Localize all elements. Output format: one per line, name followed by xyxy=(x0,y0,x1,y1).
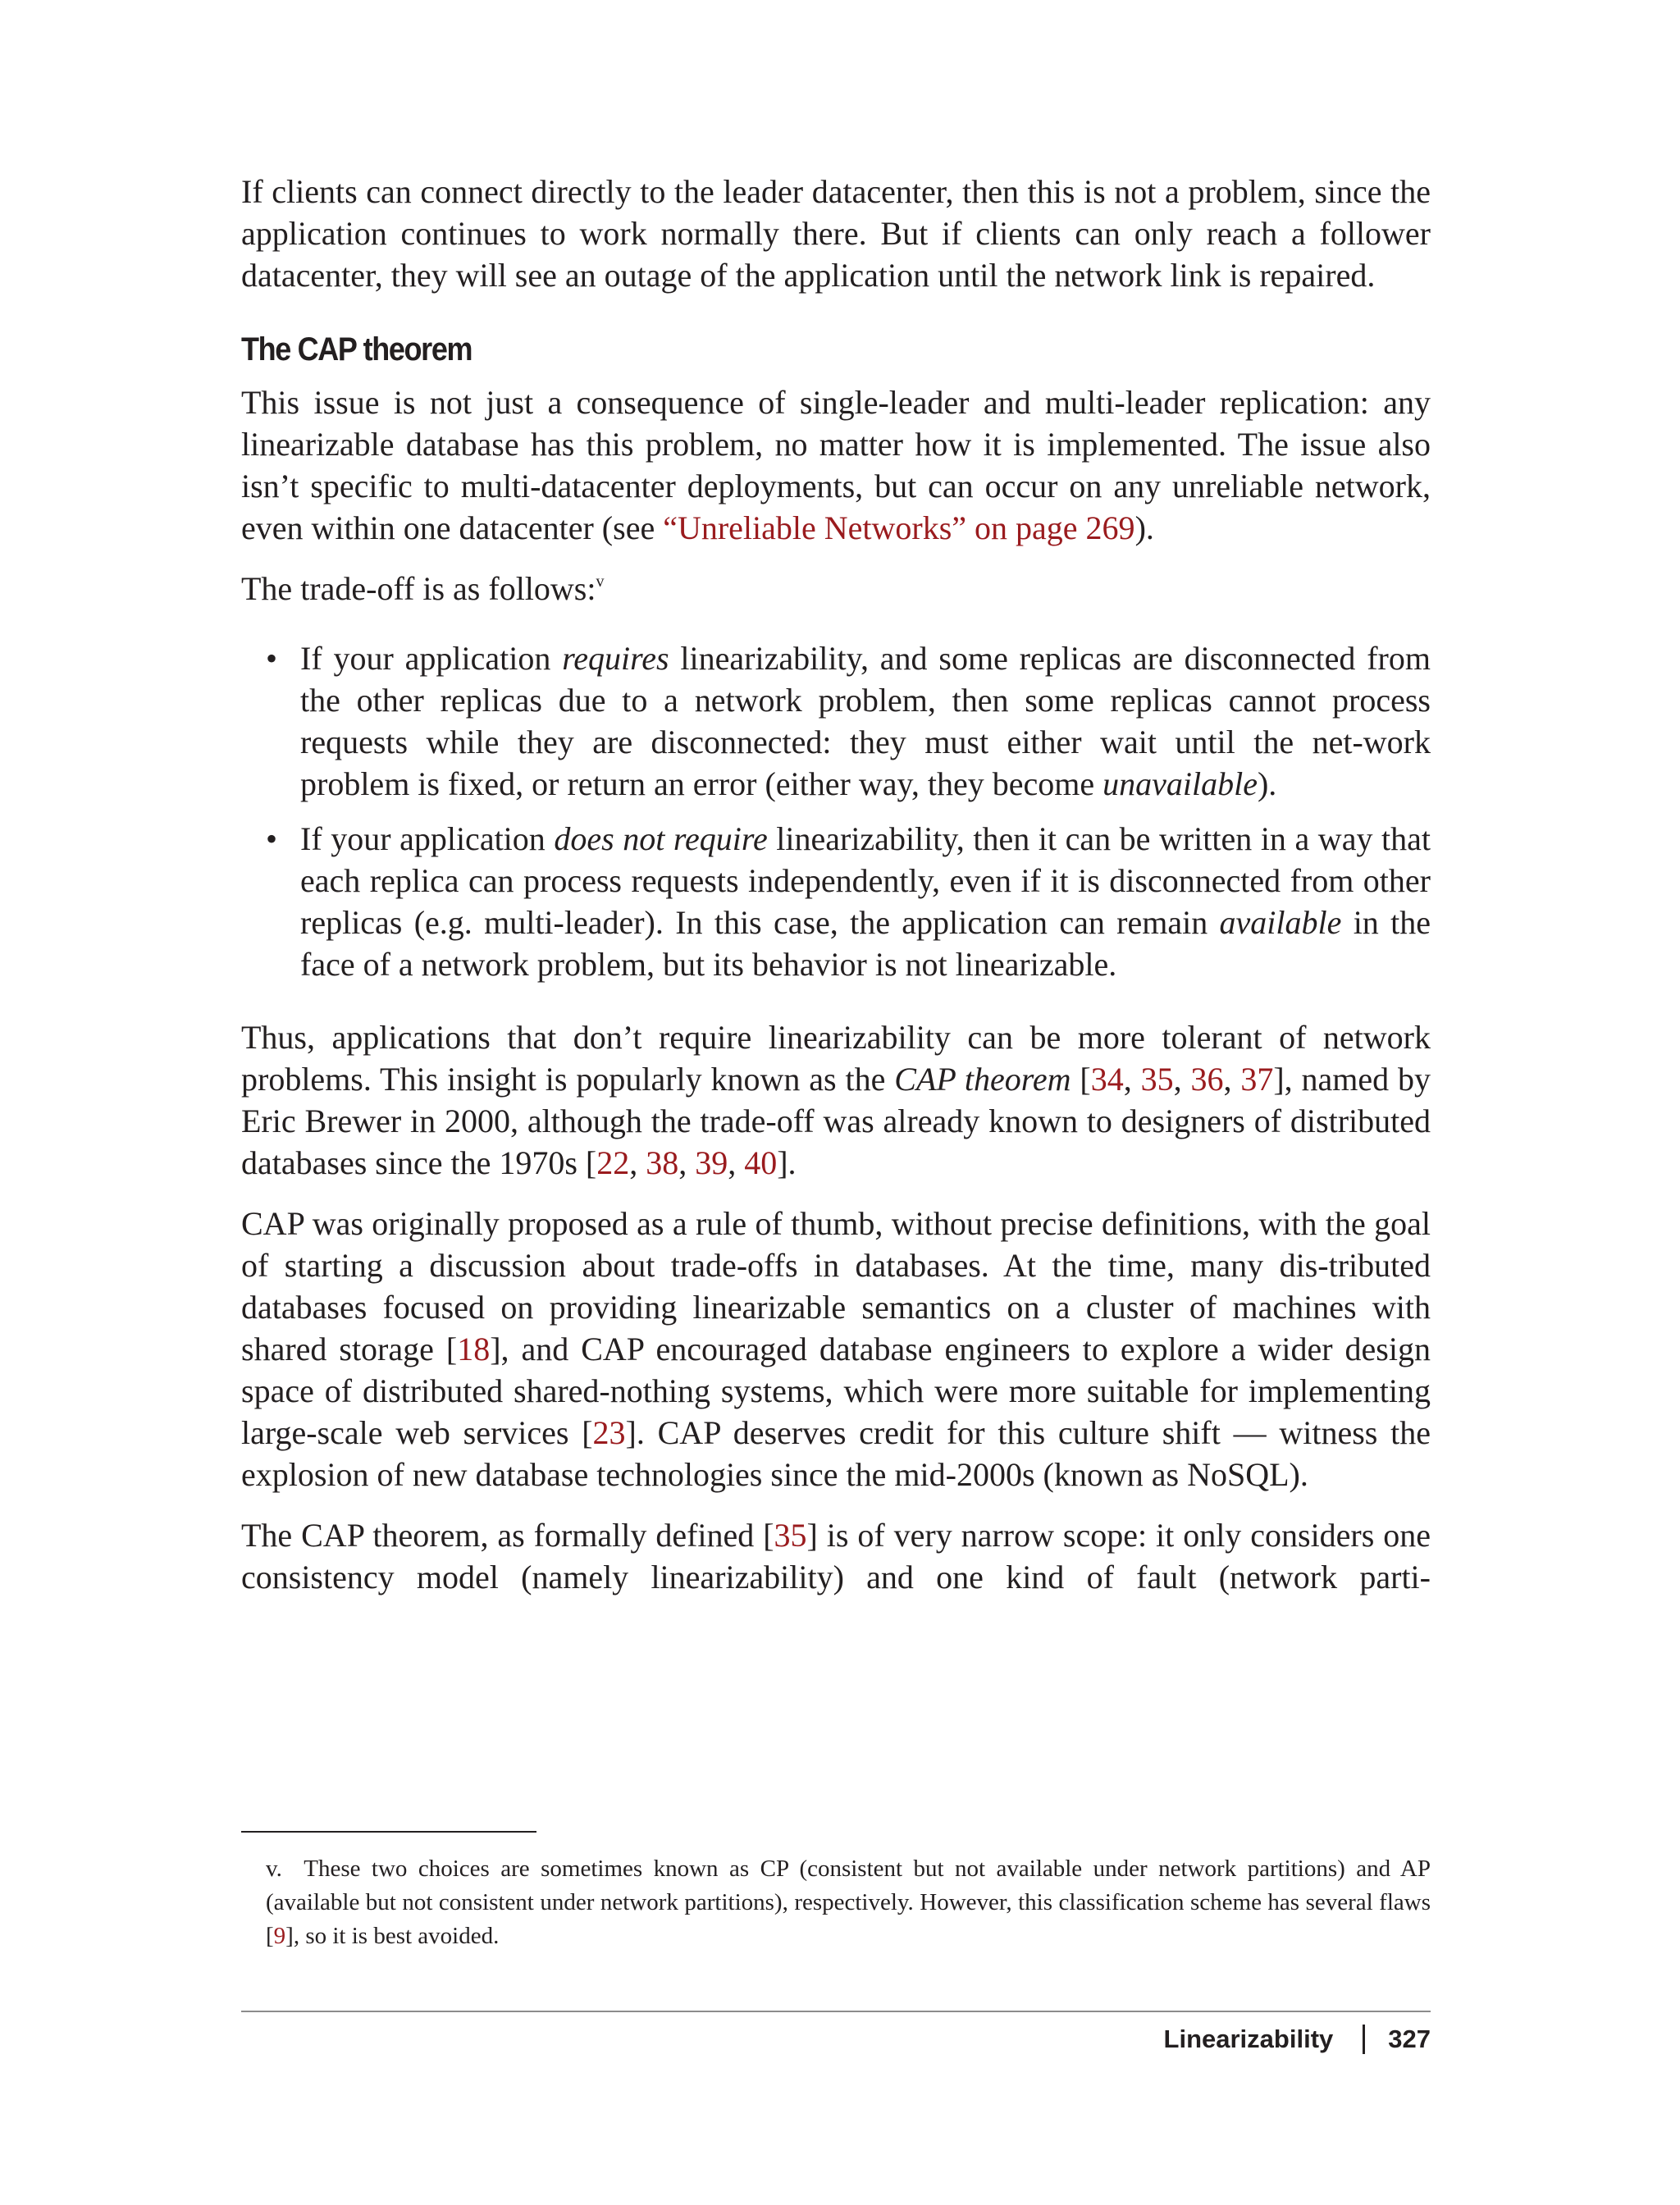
paragraph-trade-off-intro xyxy=(241,568,1431,609)
text: These two choices are sometimes known as CP (consistent but not available under network partitions) and AP (available but not consistent under network partitions), respectively. However, this classification scheme has several flaws [ xyxy=(266,1856,1431,1949)
text: ] is of very narrow scope: it only considers one consistency model (namely linearizability) and one kind of fault (network parti- xyxy=(241,1517,1431,1596)
citation-link[interactable]: 36 xyxy=(1190,1061,1224,1098)
list-item xyxy=(241,818,1431,985)
citation-link[interactable]: 40 xyxy=(744,1144,778,1181)
paragraph-linearizable-issue xyxy=(241,381,1431,549)
footnote-divider xyxy=(241,1831,536,1833)
citation-link[interactable]: 37 xyxy=(1240,1061,1274,1098)
citation-link[interactable]: 39 xyxy=(695,1144,728,1181)
text: ], and CAP encouraged database engineers to explore a wider design space of distributed shared-nothing systems, which were more suitable for implementing large-scale web services [ xyxy=(241,1331,1431,1451)
emphasis: available xyxy=(1219,904,1342,941)
emphasis: does not require xyxy=(554,820,768,857)
text: ], named by Eric Brewer in 2000, although the trade-off was already known to designers of distributed databases since the 1970s [ xyxy=(241,1061,1431,1181)
page-number: 327 xyxy=(1388,2025,1431,2053)
text: [ xyxy=(1071,1061,1091,1098)
text: , xyxy=(1173,1061,1191,1098)
text: , xyxy=(1123,1061,1141,1098)
paragraph-cap-origin xyxy=(241,1203,1431,1495)
citation-link[interactable]: 23 xyxy=(592,1414,626,1451)
citation-link[interactable]: 18 xyxy=(457,1331,491,1367)
citation-link[interactable]: 38 xyxy=(646,1144,679,1181)
text: ]. CAP deserves credit for this culture shift — witness the explosion of new database technologies since the mid-2000s (known as NoSQL). xyxy=(241,1414,1431,1493)
citation-link[interactable]: 34 xyxy=(1090,1061,1124,1098)
paragraph-cap-scope xyxy=(241,1514,1431,1598)
paragraph-leader-datacenter: If clients can connect directly to the leader datacenter, then this is not a problem, since the application continues to work normally there. But if clients can only reach a follower datacenter, they will see an outage of the application until the network link is repaired. xyxy=(241,173,1431,294)
citation-link[interactable]: 35 xyxy=(1140,1061,1174,1098)
text: , xyxy=(678,1144,696,1181)
chapter-title: Linearizability xyxy=(1163,2025,1334,2053)
text: CAP was originally proposed as a rule of thumb, without precise definitions, with the goal of starting a discussion about trade-offs in databases. At the time, many dis-tributed databases focused on providing linearizable semantics on a cluster of machines with shared storage [ xyxy=(241,1205,1431,1367)
text: If your application xyxy=(300,640,563,677)
footnote-marker-link[interactable]: v xyxy=(596,573,605,591)
text: ]. xyxy=(777,1144,797,1181)
text: , xyxy=(728,1144,745,1181)
citation-link[interactable]: 9 xyxy=(273,1923,286,1949)
text: Thus, applications that don’t require linearizability can be more tolerant of network problems. This insight is popularly known as the xyxy=(241,1019,1431,1098)
text: ], so it is best avoided. xyxy=(285,1923,500,1949)
bullet-icon: • xyxy=(266,640,278,677)
footer-separator xyxy=(1363,2025,1365,2054)
section-heading: The CAP theorem xyxy=(241,331,472,368)
text: in the face of a network problem, but its behavior is not linearizable. xyxy=(300,904,1431,983)
emphasis: CAP theorem xyxy=(894,1061,1071,1098)
citation-link[interactable]: 35 xyxy=(774,1517,807,1554)
emphasis: unavailable xyxy=(1102,765,1258,802)
bullet-icon: • xyxy=(266,820,278,857)
footnote-marker: v. xyxy=(266,1856,282,1882)
page-footer xyxy=(1164,2023,1431,2056)
list-item xyxy=(241,637,1431,805)
text: The CAP theorem, as formally defined [ xyxy=(241,1517,774,1554)
emphasis: requires xyxy=(562,640,669,677)
citation-link[interactable]: 22 xyxy=(596,1144,630,1181)
text: This issue is not just a consequence of single-leader and multi-leader replication: any linearizable database has this problem, no matter how it is implemented. The issue also isn’t specific to multi-datacenter deployments, but can occur on any unreliable network, even within one datacenter (see xyxy=(241,384,1431,546)
text: linearizability, then it can be written in a way that each replica can process requests independently, even if it is disconnected from other replicas (e.g. multi-leader). In this case, the application can remain xyxy=(300,820,1431,941)
main-content xyxy=(241,171,1431,1617)
text: , xyxy=(1223,1061,1241,1098)
cross-reference-link[interactable]: “Unreliable Networks” on page 269 xyxy=(663,509,1135,546)
paragraph-cap-theorem-intro xyxy=(241,1016,1431,1184)
footer-divider xyxy=(241,2011,1431,2012)
text: , xyxy=(629,1144,646,1181)
trade-off-list xyxy=(241,637,1431,985)
text: If your application xyxy=(300,820,555,857)
text: The trade-off is as follows: xyxy=(241,570,596,607)
text: ). xyxy=(1257,765,1277,802)
text: ). xyxy=(1134,509,1154,546)
text: linearizability, and some replicas are disconnected from the other replicas due to a network problem, then some replicas cannot process requests while they are disconnected: they must either wait until the net-work problem is fixed, or return an error (either way, they become xyxy=(300,640,1431,802)
footnote xyxy=(266,1852,1431,1953)
